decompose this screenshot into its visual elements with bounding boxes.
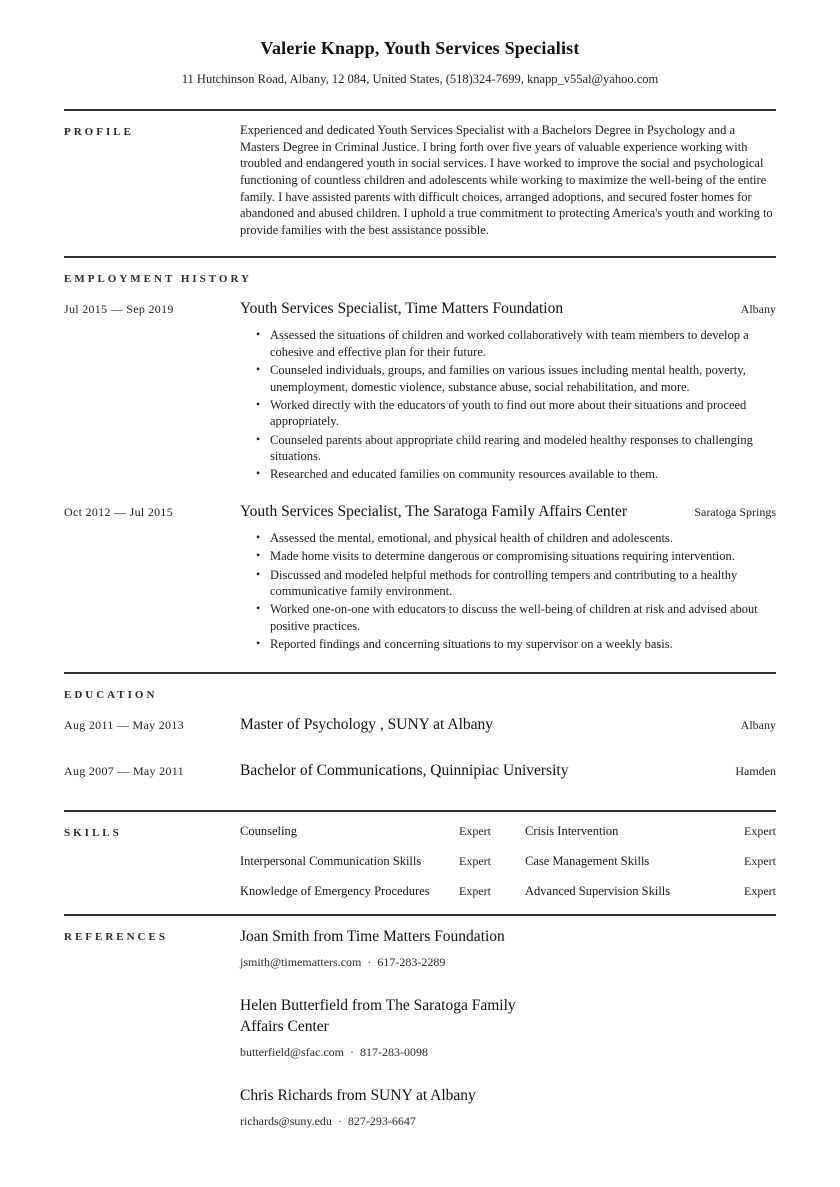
education-location: Albany <box>740 718 776 733</box>
skill-name: Knowledge of Emergency Procedures <box>240 884 430 899</box>
reference-entry <box>240 1086 776 1129</box>
skill-level: Expert <box>744 854 776 869</box>
skill-name: Counseling <box>240 824 297 839</box>
skill-name: Case Management Skills <box>525 854 650 869</box>
profile-text: Experienced and dedicated Youth Services Specialist with a Bachelors Degree in Psychology and a Masters Degree in Criminal Justice. I bring forth over five years of valuable experience working with troubled and endangered youth in social services. I have worked to improve the social and psychological functioning of countless children and adolescents while working to maximize the well-being of the entire family. I have assisted parents with difficult choices, arranged adoptions, and secured foster homes for abandoned and abused children. I uphold a true commitment to protecting America's youth and working to provide families with the best assistance possible. <box>240 123 773 237</box>
job-location: Saratoga Springs <box>694 504 776 519</box>
bullet-item: • Assessed the mental, emotional, and physical health of children and adolescents. <box>240 530 776 546</box>
skills-section-label: SKILLS <box>64 827 122 840</box>
reference-contact <box>240 955 776 970</box>
section-skills <box>64 810 776 914</box>
job-bullets <box>240 530 776 653</box>
skill-level: Expert <box>459 884 491 899</box>
resume-header <box>64 38 776 109</box>
reference-email: richards@suny.edu <box>240 1113 332 1128</box>
skills-column-right <box>525 823 776 900</box>
job-header <box>64 503 776 521</box>
skill-name: Crisis Intervention <box>525 824 619 839</box>
skill-item <box>240 883 491 900</box>
bullet-item: • Discussed and modeled helpful methods for controlling tempers and contributing to a healthy communicative family environment. <box>240 567 776 600</box>
section-profile <box>64 109 776 256</box>
reference-phone: 827-293-6647 <box>347 1113 416 1128</box>
contact-line: 11 Hutchinson Road, Albany, 12 084, United States, (518)324-7699, knapp_v55al@yahoo.com <box>181 72 659 86</box>
job-title: Youth Services Specialist, The Saratoga Family Affairs Center <box>240 502 628 520</box>
skill-level: Expert <box>459 854 491 869</box>
bullet-item: • Assessed the situations of children and worked collaboratively with team members to develop a cohesive and effective plan for their future. <box>240 327 776 360</box>
education-dates: Aug 2011 — May 2013 <box>64 718 184 733</box>
skill-item <box>240 853 491 870</box>
reference-entry <box>240 996 776 1060</box>
reference-contact <box>240 1045 776 1060</box>
skill-item <box>525 853 776 870</box>
job-location: Albany <box>740 302 776 317</box>
reference-contact <box>240 1114 776 1129</box>
section-employment <box>64 256 776 672</box>
education-dates: Aug 2007 — May 2011 <box>64 764 184 779</box>
skill-name: Advanced Supervision Skills <box>525 884 671 899</box>
dot-separator: · <box>367 954 372 969</box>
section-references <box>64 914 776 1147</box>
bullet-item: • Researched and educated families on community resources available to them. <box>240 466 776 482</box>
reference-phone: 817-283-0098 <box>360 1044 429 1059</box>
education-header <box>64 716 776 734</box>
employment-section-label: EMPLOYMENT HISTORY <box>64 273 252 286</box>
skill-item <box>525 823 776 840</box>
skills-grid <box>240 823 776 900</box>
dot-separator: · <box>337 1113 342 1128</box>
job-dates: Jul 2015 — Sep 2019 <box>64 302 174 317</box>
skill-level: Expert <box>744 824 776 839</box>
dot-separator: · <box>350 1044 355 1059</box>
profile-section-label: PROFILE <box>64 126 134 138</box>
bullet-item: • Made home visits to determine dangerous or compromising situations requiring intervention. <box>240 548 776 564</box>
bullet-item: • Reported findings and concerning situations to my supervisor on a weekly basis. <box>240 636 776 652</box>
reference-email: jsmith@timematters.com <box>240 954 362 969</box>
reference-name: Helen Butterfield from The Saratoga Family Affairs Center <box>240 996 516 1035</box>
education-entry <box>64 716 776 734</box>
skill-item <box>240 823 491 840</box>
reference-entry <box>240 927 776 970</box>
reference-email: butterfield@sfac.com <box>240 1044 345 1059</box>
references-section-label: REFERENCES <box>64 931 168 943</box>
skill-level: Expert <box>744 884 776 899</box>
job-dates: Oct 2012 — Jul 2015 <box>64 504 174 519</box>
education-title: Master of Psychology , SUNY at Albany <box>240 716 494 734</box>
skill-item <box>525 883 776 900</box>
bullet-item: • Worked directly with the educators of youth to find out more about their situations and proceed appropriately. <box>240 397 776 430</box>
education-header <box>64 762 776 780</box>
skill-level: Expert <box>459 824 491 839</box>
job-entry <box>64 300 776 482</box>
reference-phone: 617-283-2289 <box>377 954 446 969</box>
job-entry <box>64 503 776 653</box>
bullet-item: • Counseled parents about appropriate child rearing and modeled healthy responses to challenging situations. <box>240 432 776 465</box>
job-header <box>64 300 776 318</box>
skills-column-left <box>240 823 491 900</box>
education-section-label: EDUCATION <box>64 689 158 702</box>
references-list <box>240 927 776 1129</box>
reference-name: Chris Richards from SUNY at Albany <box>240 1086 476 1104</box>
education-entry <box>64 762 776 780</box>
reference-name: Joan Smith from Time Matters Foundation <box>240 928 505 945</box>
bullet-item: • Counseled individuals, groups, and families on various issues including mental health, poverty, unemployment, domestic violence, substance abuse, social rehabilitation, and more. <box>240 362 776 395</box>
job-title: Youth Services Specialist, Time Matters Foundation <box>240 300 564 318</box>
section-education <box>64 672 776 810</box>
job-bullets <box>240 327 776 482</box>
skill-name: Interpersonal Communication Skills <box>240 854 422 869</box>
bullet-item: • Worked one-on-one with educators to discuss the well-being of children at risk and advised about positive practices. <box>240 601 776 634</box>
education-location: Hamden <box>735 764 776 779</box>
candidate-name: Valerie Knapp, Youth Services Specialist <box>260 38 580 58</box>
education-title: Bachelor of Communications, Quinnipiac University <box>240 762 569 780</box>
